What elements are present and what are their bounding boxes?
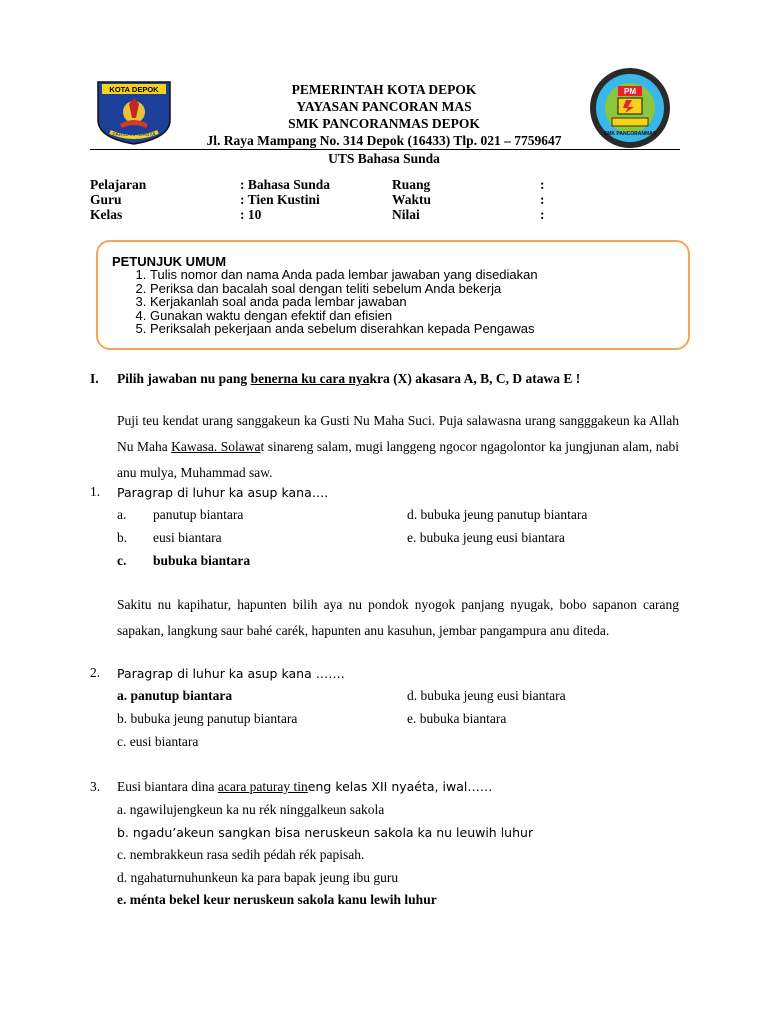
info-value-ruang: : — [540, 177, 545, 192]
instruction-item: 1. Tulis nomor dan nama Anda pada lembar jawaban yang disediakan — [150, 268, 538, 282]
svg-text:SMK PANCORANMAS: SMK PANCORANMAS — [603, 131, 657, 137]
instruction-item: 3. Kerjakanlah soal anda pada lembar jawaban — [150, 295, 538, 309]
header-address: Jl. Raya Mampang No. 314 Depok (16433) Tlp. 021 – 7759647 — [206, 133, 562, 148]
instruction-item: 4. Gunakan waktu dengan efektif dan efisien — [150, 309, 538, 323]
header-school: SMK PANCORANMAS DEPOK — [288, 116, 480, 131]
q1-option-b-label: b. — [117, 530, 128, 545]
header-foundation: YAYASAN PANCORAN MAS — [296, 99, 472, 114]
instructions-list — [134, 268, 538, 336]
info-label-waktu: Waktu — [392, 192, 432, 207]
q3-option-e: e. ménta bekel keur neruskeun sakola kanu lewih luhur — [117, 892, 437, 907]
question-2-text: Paragrap di luhur ka asup kana ……. — [117, 666, 345, 681]
svg-text:KOTA DEPOK: KOTA DEPOK — [109, 85, 159, 94]
info-value-nilai: : — [540, 207, 545, 222]
question-3-number: 3. — [90, 779, 101, 794]
info-label-kelas: Kelas — [90, 207, 123, 222]
q2-option-b: b. bubuka jeung panutup biantara — [117, 711, 298, 726]
q2-option-e: e. bubuka biantara — [407, 711, 507, 726]
q1-option-c: bubuka biantara — [153, 553, 251, 568]
passage-closing: Sakitu nu kapihatur, hapunten bilih aya nu pondok nyogok panjang nyugak, bobo sapanon carang sapakan, langkung saur bahé carék, hapunten anu kasuhun, jembar pangampura anu diteda. — [117, 597, 679, 638]
q1-option-d: d. bubuka jeung panutup biantara — [407, 507, 588, 522]
svg-text:PARICARA DANYA: PARICARA DANYA — [112, 132, 156, 138]
section-instruction: Pilih jawaban nu pang benerna ku cara nyakra (X) akasara A, B, C, D atawa E ! — [117, 371, 581, 386]
q1-option-b: eusi biantara — [153, 530, 222, 545]
question-1-number: 1. — [90, 484, 101, 499]
exam-title: UTS Bahasa Sunda — [328, 151, 440, 166]
info-value-kelas: : 10 — [240, 207, 262, 222]
instructions-box — [96, 240, 690, 350]
q1-option-a: panutup biantara — [153, 507, 244, 522]
svg-text:PM: PM — [624, 87, 636, 96]
info-label-nilai: Nilai — [392, 207, 420, 222]
instruction-item: 2. Periksa dan bacalah soal dengan teliti sebelum Anda bekerja — [150, 282, 538, 296]
section-number: I. — [90, 371, 99, 386]
q3-option-c: c. nembrakkeun rasa sedih pédah rék papisah. — [117, 847, 365, 862]
info-value-guru: : Tien Kustini — [240, 192, 320, 207]
header-government: PEMERINTAH KOTA DEPOK — [291, 82, 477, 97]
instructions-title: PETUNJUK UMUM — [112, 254, 227, 269]
question-1-text: Paragrap di luhur ka asup kana…. — [117, 485, 329, 500]
info-value-waktu: : — [540, 192, 545, 207]
q2-option-c: c. eusi biantara — [117, 734, 199, 749]
question-2-number: 2. — [90, 665, 101, 680]
info-label-ruang: Ruang — [392, 177, 431, 192]
header-divider — [90, 149, 680, 150]
q3-option-b: b. ngadu’akeun sangkan bisa neruskeun sakola ka nu leuwih luhur — [117, 825, 534, 840]
q1-option-a-label: a. — [117, 507, 127, 522]
info-label-pelajaran: Pelajaran — [90, 177, 147, 192]
q2-option-a: a. panutup biantara — [117, 688, 233, 703]
q1-option-e: e. bubuka jeung eusi biantara — [407, 530, 565, 545]
q3-option-a: a. ngawilujengkeun ka nu rék ninggalkeun sakola — [117, 802, 385, 817]
info-value-pelajaran: : Bahasa Sunda — [240, 177, 331, 192]
q2-option-d: d. bubuka jeung eusi biantara — [407, 688, 566, 703]
info-label-guru: Guru — [90, 192, 122, 207]
q3-option-d: d. ngahaturnuhunkeun ka para bapak jeung ibu guru — [117, 870, 399, 885]
passage-opening: Puji teu kendat urang sanggakeun ka Gusti Nu Maha Suci. Puja salawasna urang sangggakeun ka Allah Nu Maha Kawasa. Solawat sinareng salam, mugi langgeng ngocor ngagolontor ka jungjunan alam, nabi anu mulya, Muhammad saw. — [117, 413, 679, 480]
question-3-text: Eusi biantara dina acara paturay tineng kelas XII nyaéta, iwal…… — [117, 779, 493, 794]
instruction-item: 5. Periksalah pekerjaan anda sebelum diserahkan kepada Pengawas — [150, 322, 538, 336]
q1-option-c-label: c. — [117, 553, 127, 568]
